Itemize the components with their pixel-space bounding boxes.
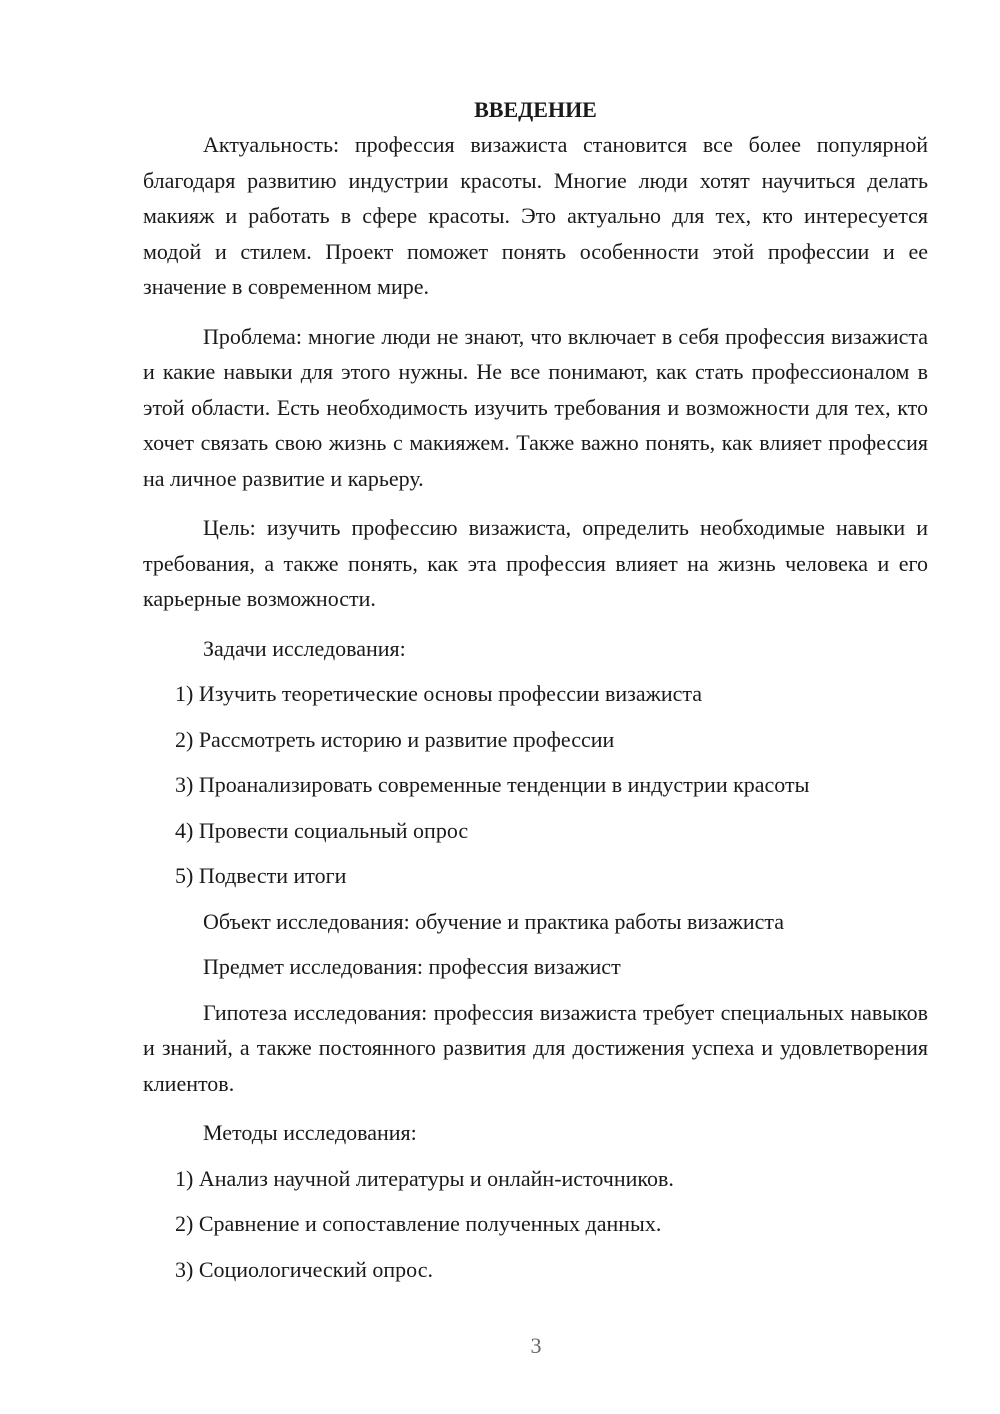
method-item: 3) Социологический опрос. (175, 1256, 433, 1282)
task-item: 5) Подвести итоги (175, 863, 347, 888)
task-item: 2) Рассмотреть историю и развитие профессии (175, 726, 615, 752)
method-item: 1) Анализ научной литературы и онлайн-источников. (175, 1165, 674, 1191)
section-title: ВВЕДЕНИЕ (474, 97, 597, 122)
hypothesis-paragraph: Гипотеза исследования: профессия визажиста требует специальных навыков и знаний, а также постоянного развития для достижения успеха и удовлетворения клиентов. (143, 999, 928, 1096)
relevance-paragraph: Актуальность: профессия визажиста становится все более популярной благодаря развитию индустрии красоты. Многие люди хотят научиться делать макияж и работать в сфере красоты. Это актуально для тех, кто интересуется модой и стилем. Проект поможет понять особенности этой профессии и ее значение в современном мире. (143, 132, 928, 299)
goal-paragraph: Цель: изучить профессию визажиста, определить необходимые навыки и требования, а также понять, как эта профессия влияет на жизнь человека и его карьерные возможности. (143, 515, 928, 611)
tasks-heading: Задачи исследования: (203, 635, 406, 661)
methods-heading: Методы исследования: (203, 1120, 417, 1145)
task-item: 1) Изучить теоретические основы профессии визажиста (175, 681, 703, 706)
page-number: 3 (530, 1333, 542, 1358)
subject-line: Предмет исследования: профессия визажист (203, 954, 621, 979)
method-item: 2) Сравнение и сопоставление полученных данных. (175, 1211, 662, 1236)
object-line: Объект исследования: обучение и практика работы визажиста (203, 908, 785, 934)
document-page (143, 92, 928, 1297)
task-item: 3) Проанализировать современные тенденции в индустрии красоты (175, 772, 810, 797)
task-item: 4) Провести социальный опрос (175, 817, 469, 843)
problem-paragraph: Проблема: многие люди не знают, что включает в себя профессия визажиста и какие навыки для этого нужны. Не все понимают, как стать профессионалом в этой области. Есть необходимость изучить требования и возможности для тех, кто хочет связать свою жизнь с макияжем. Также важно понять, как влияет профессия на личное развитие и карьеру. (143, 323, 928, 491)
